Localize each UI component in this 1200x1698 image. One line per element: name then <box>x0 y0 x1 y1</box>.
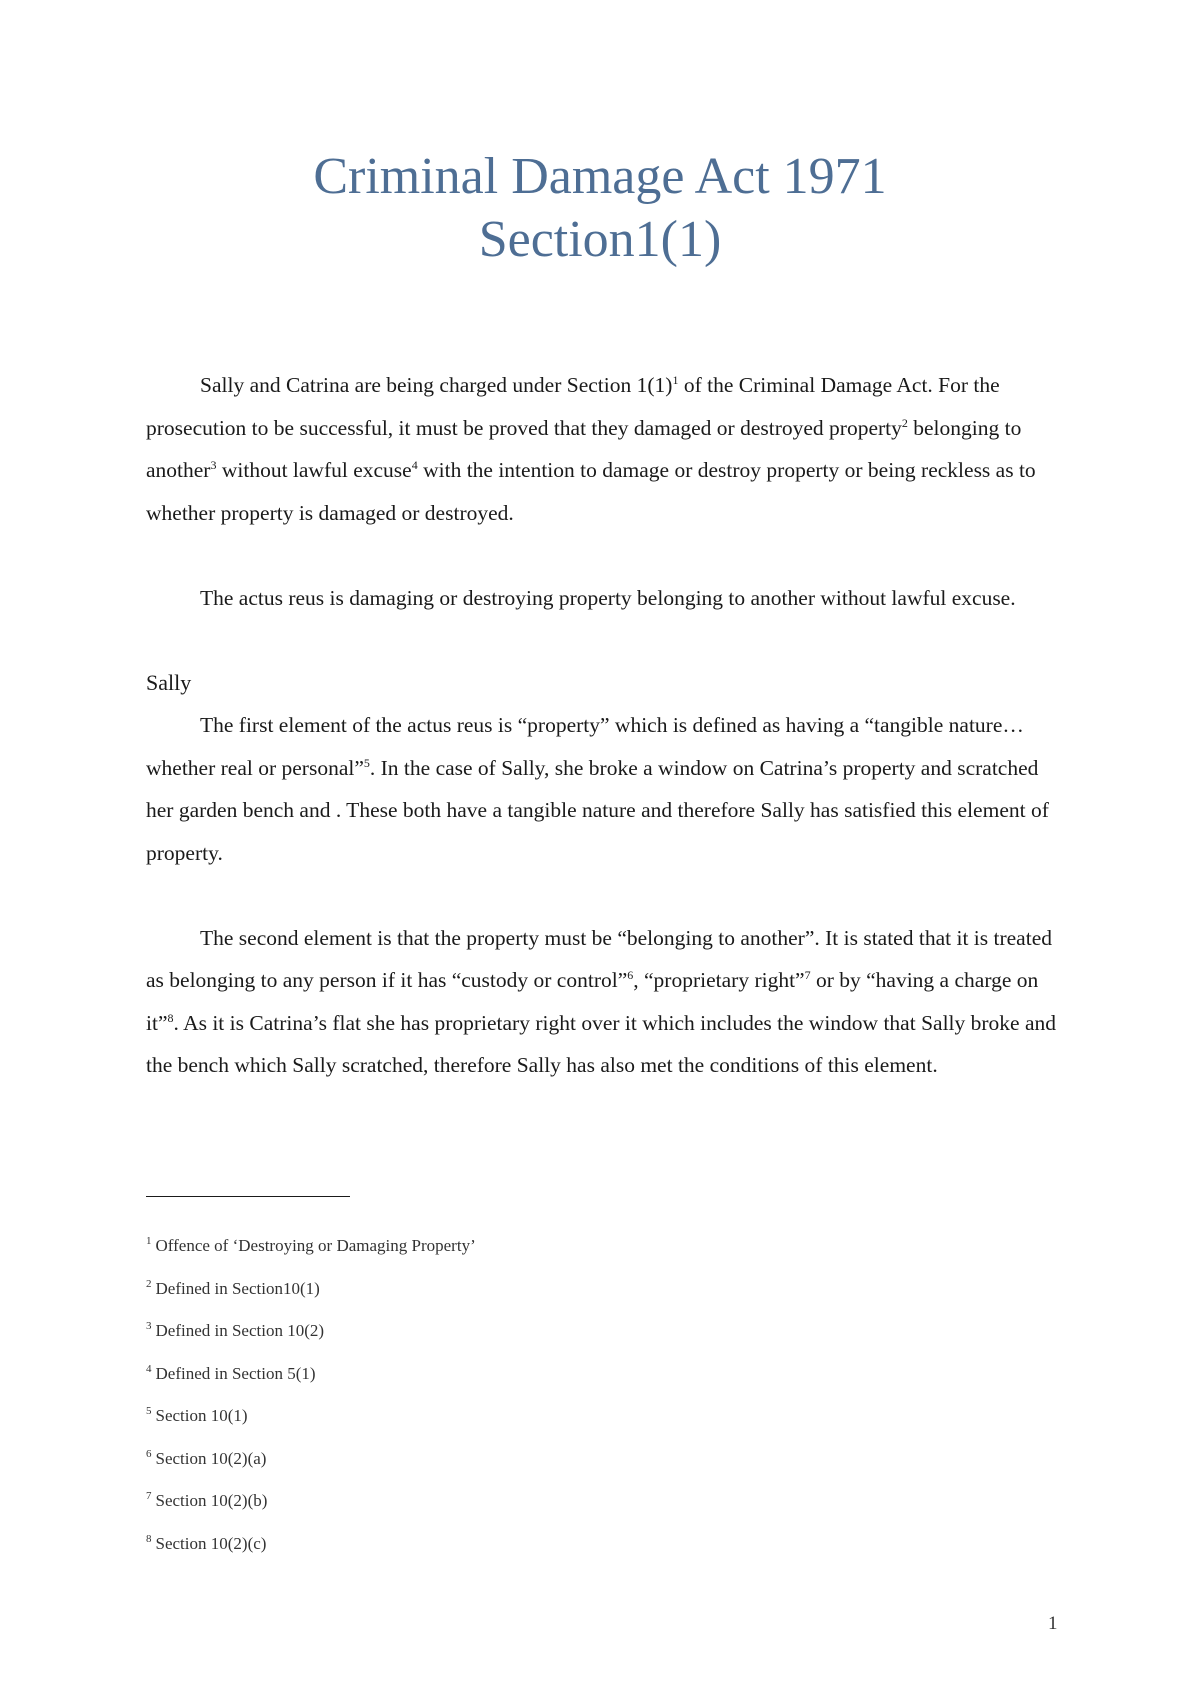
title-line-1: Criminal Damage Act 1971 <box>313 148 887 205</box>
footnote-number: 1 <box>146 1235 152 1248</box>
footnote-ref[interactable]: 3 <box>210 457 217 472</box>
footnote-item <box>146 1406 248 1426</box>
text-run: without lawful excuse <box>216 458 412 482</box>
text-run: . As it is Catrina’s flat she has proprietary right over it which includes the window that Sally broke and the bench which Sally scratched, therefore Sally has also met the conditions of this element. <box>146 1010 1057 1077</box>
footnote-text: Section 10(2)(b) <box>155 1491 268 1510</box>
footnote-text: Offence of ‘Destroying or Damaging Property’ <box>155 1236 476 1255</box>
footnote-text: Section 10(2)(a) <box>155 1448 267 1468</box>
text-run: Sally and Catrina are being charged under Section 1(1) <box>200 373 673 397</box>
footnote-text: Defined in Section 5(1) <box>155 1363 316 1383</box>
footnote-ref[interactable]: 7 <box>804 967 811 982</box>
footnote-ref[interactable]: 5 <box>363 755 370 770</box>
footnote-item <box>146 1279 320 1299</box>
footnote-ref[interactable]: 8 <box>167 1010 174 1025</box>
footnote-ref[interactable]: 4 <box>411 457 418 472</box>
footnote-number: 2 <box>146 1277 152 1290</box>
paragraph-actus-reus: The actus reus is damaging or destroying property belonging to another without lawful excuse. <box>200 585 1016 610</box>
footnote-item <box>146 1449 266 1469</box>
text-run: with the intention to damage or destroy property or being reckless as to whether property is damaged or destroyed. <box>146 458 1036 525</box>
paragraph-belonging <box>146 917 1066 1087</box>
footnote-separator <box>146 1196 350 1197</box>
footnote-item <box>146 1534 266 1554</box>
footnote-item <box>146 1364 316 1384</box>
footnote-ref[interactable]: 1 <box>672 372 679 387</box>
title-line-2: Section1(1) <box>478 211 722 268</box>
footnote-number: 8 <box>146 1532 152 1545</box>
footnote-text: Defined in Section10(1) <box>155 1278 320 1298</box>
paragraph-intro <box>146 364 1066 534</box>
page-number: 1 <box>1048 1613 1058 1634</box>
footnote-number: 4 <box>146 1362 152 1375</box>
footnote-number: 5 <box>146 1405 152 1418</box>
footnote-number: 6 <box>146 1447 152 1460</box>
footnote-item <box>146 1321 324 1341</box>
footnote-item <box>146 1491 267 1511</box>
document-title <box>0 145 1200 271</box>
text-run: belonging to another <box>146 415 1022 482</box>
footnote-text: Defined in Section 10(2) <box>155 1321 325 1340</box>
text-run: The first element of the actus reus is “property” which is defined as having a “tangible nature… whether real or personal” <box>146 713 1024 780</box>
footnote-text: Section 10(1) <box>155 1406 248 1425</box>
footnote-ref[interactable]: 6 <box>627 967 634 982</box>
footnote-number: 7 <box>146 1490 152 1503</box>
text-run: of the Criminal Damage Act. For the prosecution to be successful, it must be proved that they damaged or destroyed property <box>146 373 1000 440</box>
document-body <box>146 364 1066 1087</box>
text-run: , “proprietary right” <box>633 968 805 992</box>
text-run: The second element is that the property must be “belonging to another”. It is stated that it is treated as belonging to any person if it has “custody or control” <box>146 925 1052 992</box>
footnote-item <box>146 1236 476 1256</box>
footnote-number: 3 <box>146 1320 152 1333</box>
footnote-text: Section 10(2)(c) <box>155 1533 267 1553</box>
footnote-ref[interactable]: 2 <box>901 415 908 430</box>
text-run: or by “having a charge on it” <box>146 968 1039 1035</box>
section-heading-sally: Sally <box>146 669 192 695</box>
text-run: . In the case of Sally, she broke a window on Catrina’s property and scratched her garden bench and . These both have a tangible nature and therefore Sally has satisfied this element of property. <box>146 755 1049 865</box>
paragraph-property <box>146 704 1066 874</box>
